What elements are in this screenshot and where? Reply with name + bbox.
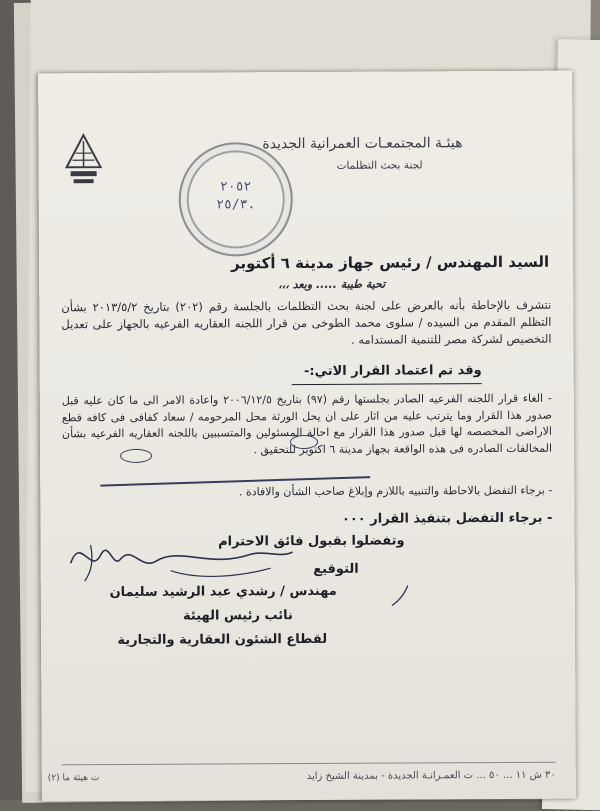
intro-paragraph: نتشرف بالإحاطة بأنه بالعرض على لجنة بحث التظلمات بالجلسة رقم (٢٠٢) بتاريخ ٢٠١٣/٥/٢ بشأن التظلم المقدم من السيده / سلوى محمد الطوخى من قرار اللجنه العقاريه الفرعيه بالجهاز على تعديل التخصيص لشركة مصر للتنمية المستدامه . bbox=[61, 297, 551, 351]
authority-logo-icon bbox=[64, 133, 102, 191]
signature-label: التوقيع bbox=[313, 562, 359, 577]
heading-underline bbox=[292, 383, 482, 385]
stamp-line-2: ٢٥/٣. bbox=[203, 196, 269, 214]
decision-item-2: - برجاء التفضل بالاحاطة والتنبيه باللازم وإبلاغ صاحب الشأن والافادة . bbox=[62, 483, 552, 502]
handwritten-circle bbox=[120, 449, 152, 463]
handwritten-circle bbox=[290, 435, 318, 449]
signatory-sector: لقطاع الشئون العقارية والتجارية bbox=[117, 632, 327, 648]
execution-request: - برجاء التفضل بتنفيذ القرار ٠٠٠ bbox=[342, 511, 553, 527]
letter-page bbox=[38, 71, 576, 802]
committee-name: لجنة بحث التظلمات bbox=[337, 159, 423, 171]
stamp-line-1: ٢٠٥٢ bbox=[203, 178, 269, 196]
footer-note: ت هيئة ما (٢) bbox=[48, 773, 100, 783]
organization-name: هيئـة المجتمعـات العمرانية الجديدة bbox=[262, 135, 462, 152]
decision-item-1: - الغاء قرار اللجنه الفرعيه الصادر بجلستها رقم (٩٧) بتاريخ ٢٠٠٦/١٢/٥ واعادة الامر الى ما كان عليه قبل صدور هذا القرار وما يترتب عليه من اثار على ان يحل الورثة محل المرحومه / سعاد كفافى فى كافه قطع الاراضى المخصصه لها قبل صدور هذا القرار مع احالة المسئولين والمتسببين باللجنه العقاريه الفرعيه بشأن المخالفات الصادره فى هذه الواقعة بجهاز مدينة ٦ اكتوبر للتحقيق . bbox=[62, 391, 552, 460]
decision-heading: وقد تم اعتماد القرار الاتي:- bbox=[304, 363, 482, 379]
footer-address: ٣٠ ش ١١ ... ٥٠ ... ت العمـرانـة الجديدة - بمدينة الشيخ زايد bbox=[56, 770, 556, 784]
handwritten-signature bbox=[60, 524, 300, 585]
greeting: تحية طيبة ..... وبعد ،،، bbox=[278, 278, 385, 292]
signatory-title: نائب رئيس الهيئة bbox=[183, 608, 293, 624]
signatory-name: مهندس / رشدي عبد الرشيد سليمان bbox=[110, 584, 337, 600]
addressee-line: السيد المهندس / رئيس جهاز مدينة ٦ أكتوبر bbox=[231, 253, 549, 273]
footer-rule bbox=[62, 762, 556, 766]
stamp-number bbox=[203, 178, 269, 214]
closing-line: وتفضلوا بقبول فائق الاحترام bbox=[218, 533, 405, 549]
incoming-stamp bbox=[178, 142, 293, 257]
pen-mark bbox=[386, 581, 416, 611]
